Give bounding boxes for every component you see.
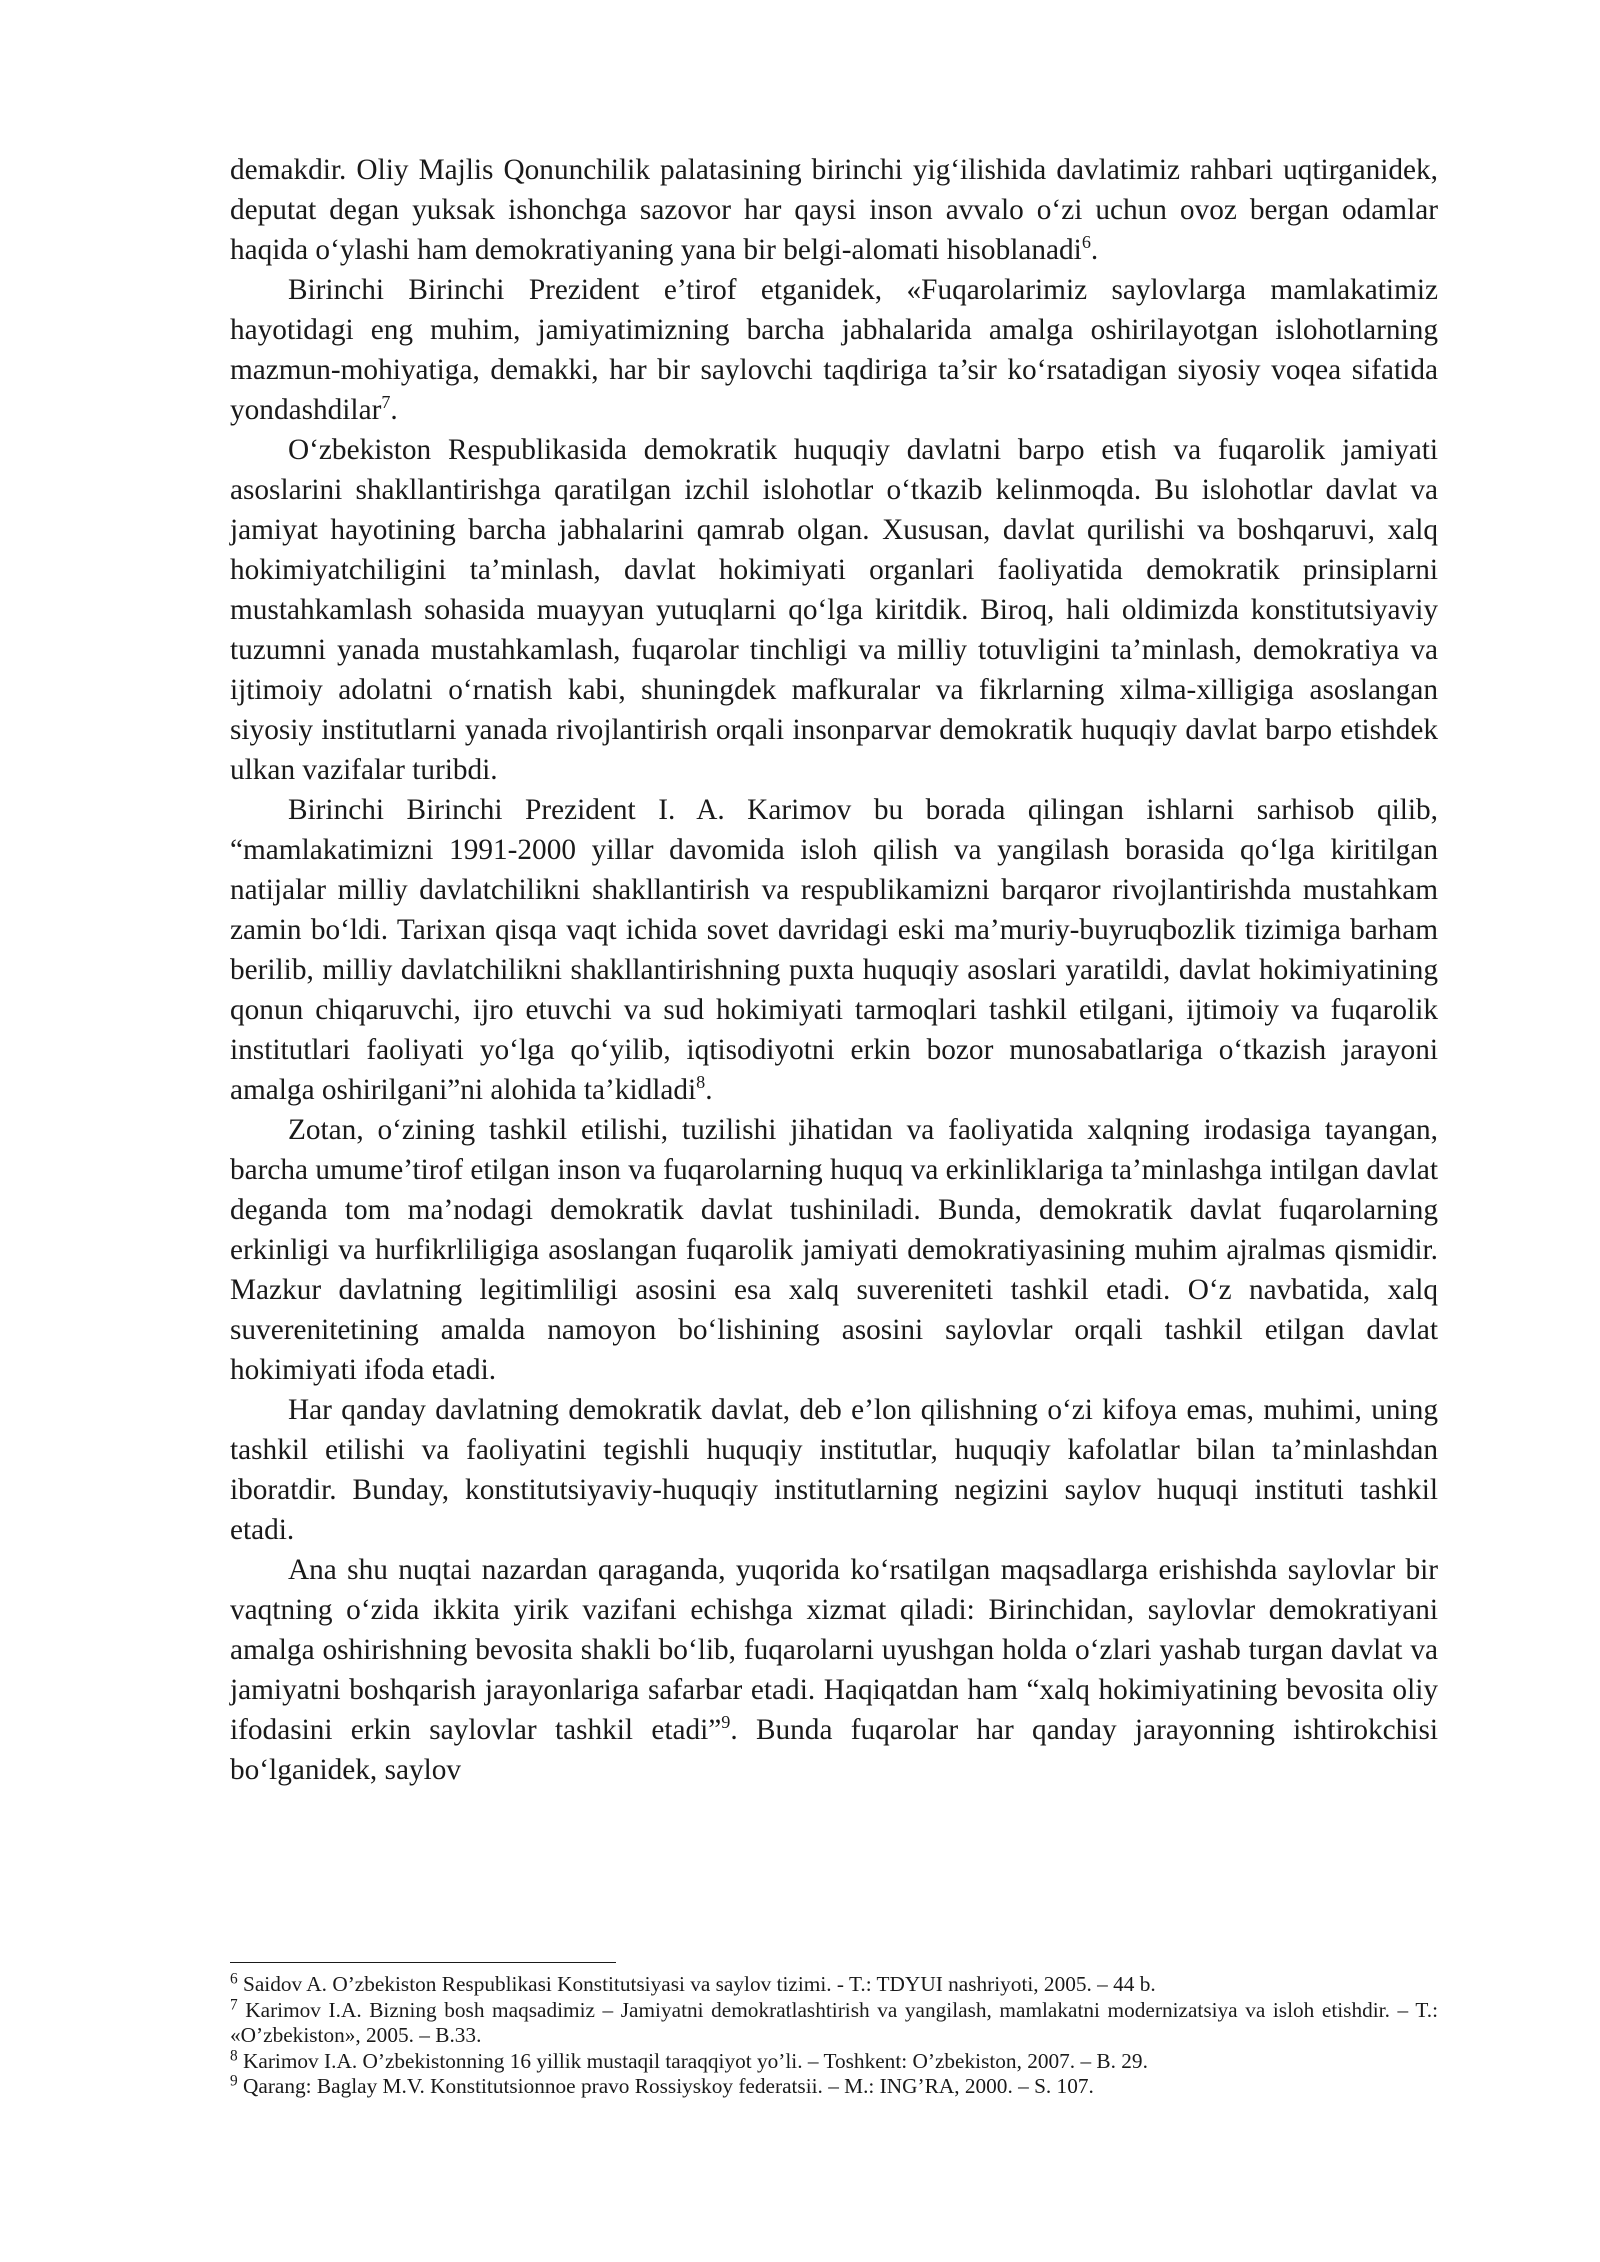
paragraph	[230, 1110, 1438, 1390]
footnote-ref: 7	[381, 392, 391, 413]
paragraph-text: Har qanday davlatning demokratik davlat, deb e’lon qilishning o‘zi kifoya emas, muhimi, uning tashkil etilishi va faoliyatini tegishli huquqiy institutlar, huquqiy kafolatlar bilan ta’minlashdan iboratdir. Bunday, konstitutsiyaviy-huquqiy institutlarning negizini saylov huquqi instituti tashkil etadi.	[230, 1394, 1438, 1546]
footnotes	[230, 1972, 1438, 2100]
paragraph-tail: .	[1090, 234, 1099, 266]
footnote	[230, 2046, 1438, 2075]
paragraph	[230, 1390, 1438, 1550]
footnote-text: Saidov A. O’zbekiston Respublikasi Konstitutsiyasi va saylov tizimi. - T.: TDYUI nashriyoti, 2005. – 44 b.	[237, 1972, 1156, 1996]
paragraph-text: Zotan, o‘zining tashkil etilishi, tuzilishi jihatidan va faoliyatida xalqning irodasiga tayangan, barcha umume’tirof etilgan inson va fuqarolarning huquq va erkinliklariga ta’minlashga intilgan davlat deganda tom ma’nodagi demokratik davlat tushiniladi. Bunda, demokratik davlat fuqarolarning erkinligi va hurfikrliligiga asoslangan fuqarolik jamiyati demokratiyasining muhim ajralmas qismidir. Mazkur davlatning legitimliligi asosini esa xalq suvereniteti tashkil etadi. O‘z navbatida, xalq suverenitetining amalda namoyon bo‘lishining asosini saylovlar orqali tashkil etilgan davlat hokimiyati ifoda etadi.	[230, 1114, 1438, 1386]
footnote-text: Qarang: Baglay M.V. Konstitutsionnoe pravo Rossiyskoy federatsii. – M.: ING’RA, 2000. – S. 107.	[237, 2074, 1094, 2098]
footnote-ref: 6	[1081, 232, 1091, 253]
paragraph	[230, 430, 1438, 790]
footnote-number: 7	[230, 1995, 238, 2013]
footnote-text: Karimov I.A. Bizning bosh maqsadimiz – Jamiyatni demokratlashtirish va yangilash, mamlakatni modernizatsiya va isloh etishdir. – T.: «O’zbekiston», 2005. – B.33.	[230, 1997, 1438, 2047]
footnote	[230, 1995, 1438, 2049]
footnote-number: 9	[230, 2072, 238, 2090]
footnote	[230, 1972, 1438, 1998]
paragraph-text: demakdir. Oliy Majlis Qonunchilik palatasining birinchi yig‘ilishida davlatimiz rahbari uqtirganidek, deputat degan yuksak ishonchga sazovor har qaysi inson avvalo o‘zi uchun ovoz bergan odamlar haqida o‘ylashi ham demokratiyaning yana bir belgi-alomati hisoblanadi	[230, 154, 1438, 266]
paragraph	[230, 790, 1438, 1110]
paragraph-text: Birinchi Birinchi Prezident I. A. Karimov bu borada qilingan ishlarni sarhisob qilib, “mamlakatimizni 1991-2000 yillar davomida isloh qilish va yangilash borasida qo‘lga kiritilgan natijalar milliy davlatchilikni shakllantirish va respublikamizni barqaror rivojlantirishda mustahkam zamin bo‘ldi. Tarixan qisqa vaqt ichida sovet davridagi eski ma’muriy-buyruqbozlik tizimiga barham berilib, milliy davlatchilikni shakllantirishning puxta huquqiy asoslari yaratildi, davlat hokimiyatining qonun chiqaruvchi, ijro etuvchi va sud hokimiyati tarmoqlari tashkil etilgani, ijtimoiy va fuqarolik institutlari faoliyati yo‘lga qo‘yilib, iqtisodiyotni erkin bozor munosabatlariga o‘tkazish jarayoni amalga oshirilgani”ni alohida ta’kidladi	[230, 794, 1438, 1106]
paragraph	[230, 150, 1438, 270]
footnote-number: 6	[230, 1970, 238, 1988]
paragraph	[230, 1550, 1438, 1790]
paragraph-text: Ana shu nuqtai nazardan qaraganda, yuqorida ko‘rsatilgan maqsadlarga erishishda saylovlar bir vaqtning o‘zida ikkita yirik vazifani echishga xizmat qiladi: Birinchidan, saylovlar demokratiyani amalga oshirishning bevosita shakli bo‘lib, fuqarolarni uyushgan holda o‘zlari yashab turgan davlat va jamiyatni boshqarish jarayonlariga safarbar etadi. Haqiqatdan ham “xalq hokimiyatining bevosita oliy ifodasini erkin saylovlar tashkil etadi”	[230, 1554, 1438, 1746]
footnote-separator	[230, 1962, 616, 1963]
footnote-text: Karimov I.A. O’zbekistonning 16 yillik mustaqil taraqqiyot yo’li. – Toshkent: O’zbekiston, 2007. – B. 29.	[237, 2048, 1148, 2073]
footnote-ref: 9	[721, 1712, 731, 1733]
paragraph-text: O‘zbekiston Respublikasida demokratik huquqiy davlatni barpo etish va fuqarolik jamiyati asoslarini shakllantirishga qaratilgan izchil islohotlar o‘tkazib kelinmoqda. Bu islohotlar davlat va jamiyat hayotining barcha jabhalarini qamrab olgan. Xususan, davlat qurilishi va boshqaruvi, xalq hokimiyatchiligini ta’minlash, davlat hokimiyati organlari faoliyatida demokratik prinsiplarni mustahkamlash sohasida muayyan yutuqlarni qo‘lga kiritdik. Biroq, hali oldimizda konstitutsiyaviy tuzumni yanada mustahkamlash, fuqarolar tinchligi va milliy totuvligini ta’minlash, demokratiya va ijtimoiy adolatni o‘rnatish kabi, shuningdek mafkuralar va fikrlarning xilma-xilligiga asoslangan siyosiy institutlarni yanada rivojlantirish orqali insonparvar demokratik huquqiy davlat barpo etishdek ulkan vazifalar turibdi.	[230, 434, 1438, 786]
paragraph-tail: . Bunda fuqarolar har qanday jarayonning ishtirokchisi bo‘lganidek, saylov	[230, 1714, 1438, 1786]
body-text	[230, 150, 1438, 1790]
footnote-ref: 8	[696, 1072, 706, 1093]
paragraph-tail: .	[705, 1074, 713, 1106]
footnote-number: 8	[230, 2046, 238, 2064]
paragraph-tail: .	[390, 394, 398, 426]
paragraph-text: Birinchi Birinchi Prezident e’tirof etganidek, «Fuqarolarimiz saylovlarga mamlakatimiz hayotidagi eng muhim, jamiyatimizning barcha jabhalarida amalga oshirilayotgan islohotlarning mazmun-mohiyatiga, demakki, har bir saylovchi taqdiriga ta’sir ko‘rsatadigan siyosiy voqea sifatida yondashdilar	[230, 274, 1438, 426]
footnote	[230, 2074, 1438, 2100]
paragraph	[230, 270, 1438, 430]
